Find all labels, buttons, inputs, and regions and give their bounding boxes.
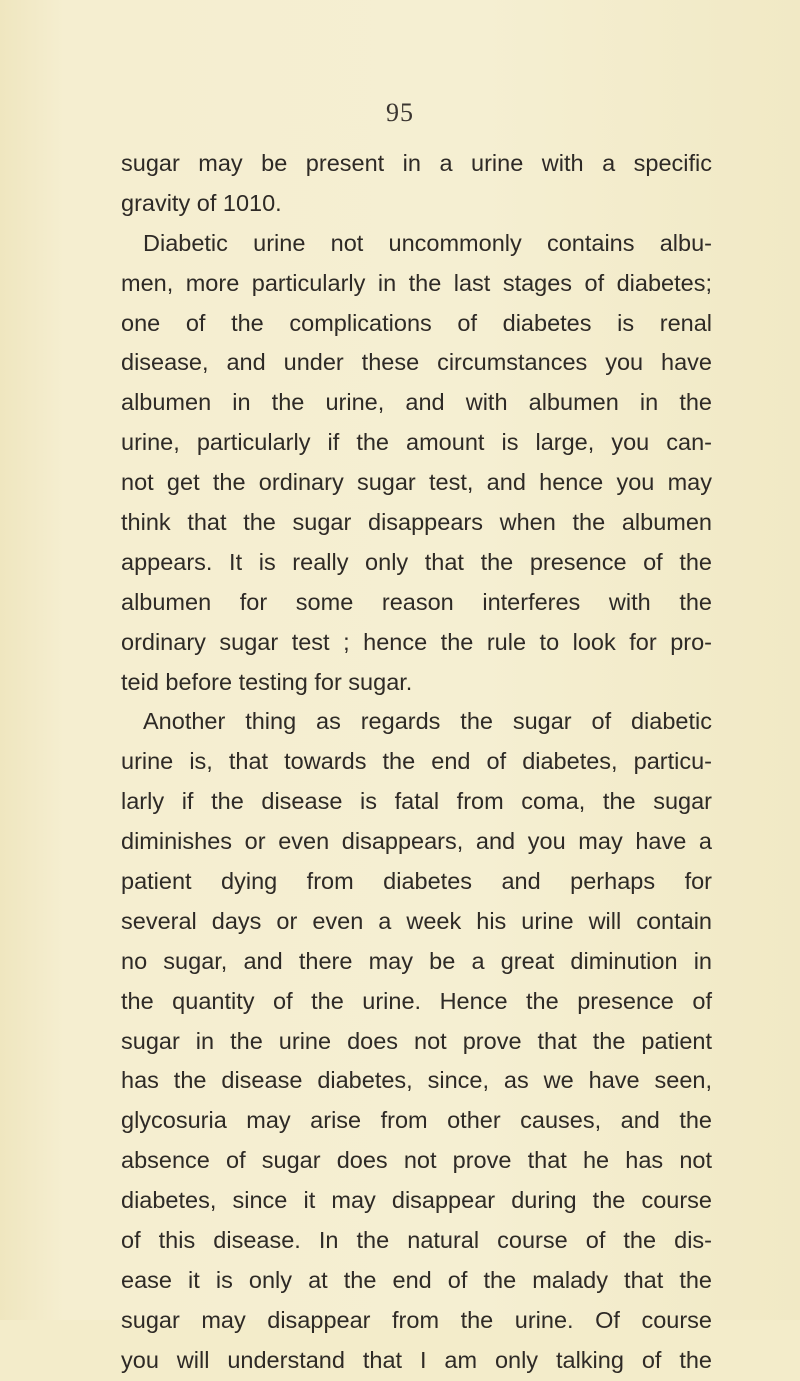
paragraph-start-line: Diabetic urine not uncommonly contains albu- — [143, 229, 712, 256]
text-line: teid before testing for sugar. — [121, 668, 413, 695]
page-number: 95 — [386, 98, 414, 127]
text-line: larly if the disease is fatal from coma, the sugar — [121, 788, 712, 815]
text-line: not get the ordinary sugar test, and hence you may — [121, 469, 712, 496]
text-line: ordinary sugar test ; hence the rule to look for pro- — [121, 628, 712, 655]
paragraph-start-line: Another thing as regards the sugar of diabetic — [143, 708, 712, 735]
text-line: glycosuria may arise from other causes, and the — [121, 1107, 712, 1134]
text-line: no sugar, and there may be a great diminution in — [121, 947, 712, 974]
text-line: absence of sugar does not prove that he has not — [121, 1147, 712, 1174]
text-line: has the disease diabetes, since, as we have seen, — [121, 1067, 712, 1094]
text-line: albumen in the urine, and with albumen in the — [121, 389, 712, 416]
text-line: several days or even a week his urine will contain — [121, 907, 712, 934]
text-line: men, more particularly in the last stages of diabetes; — [121, 269, 712, 296]
text-line: urine, particularly if the amount is large, you can- — [121, 429, 712, 456]
text-line: the quantity of the urine. Hence the presence of — [121, 987, 712, 1014]
text-line: of this disease. In the natural course of the dis- — [121, 1227, 712, 1254]
text-line: gravity of 1010. — [121, 189, 282, 216]
text-line: diabetes, since it may disappear during the course — [121, 1187, 712, 1214]
text-line: albumen for some reason interferes with the — [121, 588, 712, 615]
text-line: disease, and under these circumstances you have — [121, 349, 712, 376]
text-line: think that the sugar disappears when the albumen — [121, 509, 712, 536]
text-line: urine is, that towards the end of diabetes, particu- — [121, 748, 712, 775]
text-line: sugar may be present in a urine with a specific — [121, 150, 712, 176]
text-line: you will understand that I am only talking of the — [121, 1346, 712, 1373]
text-line: diminishes or even disappears, and you may have a — [121, 828, 712, 855]
page-body — [121, 144, 712, 1381]
text-line: ease it is only at the end of the malady that the — [121, 1266, 712, 1293]
text-line: patient dying from diabetes and perhaps for — [121, 868, 712, 895]
text-line: sugar in the urine does not prove that the patient — [121, 1027, 712, 1054]
text-line: one of the complications of diabetes is renal — [121, 309, 712, 336]
text-line: sugar may disappear from the urine. Of course — [121, 1306, 712, 1333]
text-line: appears. It is really only that the presence of the — [121, 548, 712, 575]
